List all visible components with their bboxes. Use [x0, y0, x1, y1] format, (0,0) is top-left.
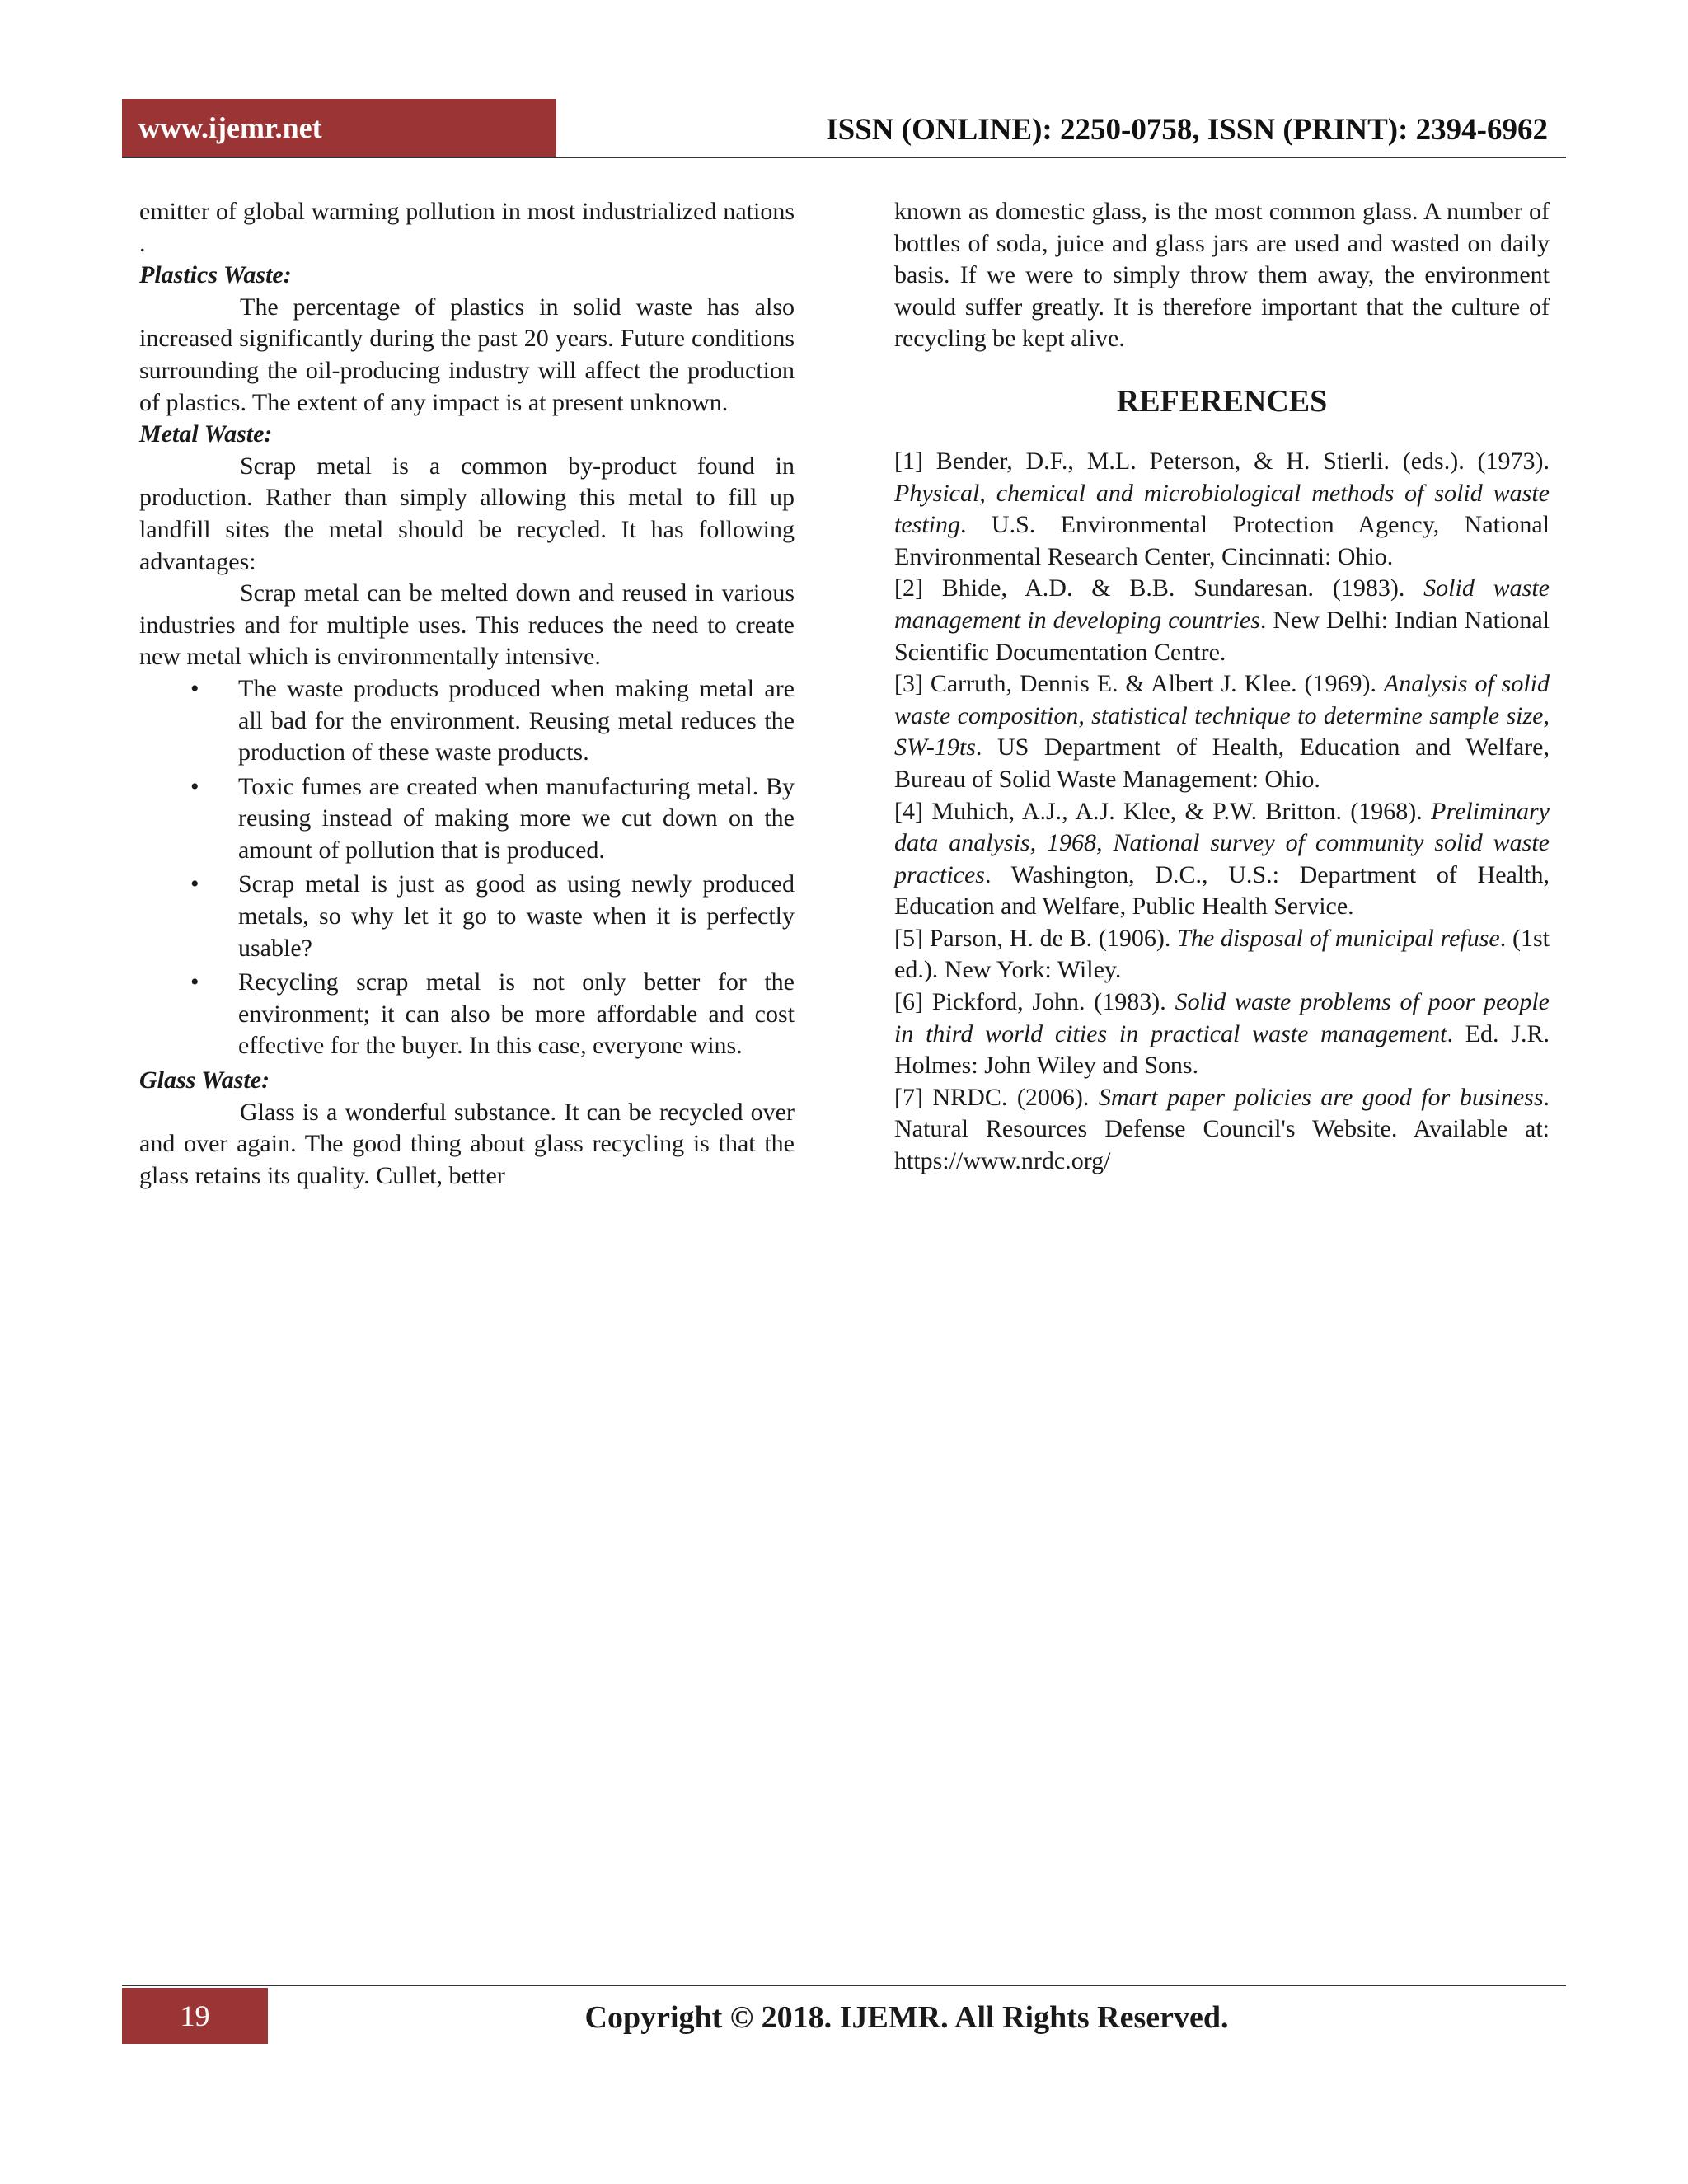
reference-authors: [1] Bender, D.F., M.L. Peterson, & H. Stierli. (eds.). (1973). [894, 447, 1550, 475]
reference-entry [894, 923, 1550, 987]
left-column [139, 196, 795, 1192]
reference-details: . (1st ed.). New York: Wiley. [894, 924, 1550, 984]
right-column [894, 196, 1550, 1178]
reference-entry [894, 668, 1550, 795]
reference-details: . New Delhi: Indian National Scientific Documentation Centre. [894, 606, 1550, 666]
reference-authors: [2] Bhide, A.D. & B.B. Sundaresan. (1983). [894, 574, 1424, 602]
reference-authors: [6] Pickford, John. (1983). [894, 988, 1175, 1016]
metal-paragraph-2: Scrap metal can be melted down and reused in various industries and for multiple uses. This reduces the need to create new metal which is environmentally intensive. [139, 579, 795, 671]
metal-advantages-list [139, 673, 795, 1062]
list-item: • Toxic fumes are created when manufacturing metal. By reusing instead of making more we cut down on the amount of pollution that is produced. [139, 771, 795, 867]
references-heading: REFERENCES [1116, 383, 1328, 419]
reference-authors: [3] Carruth, Dennis E. & Albert J. Klee. (1969). [894, 670, 1384, 698]
glass-heading: Glass Waste: [139, 1066, 270, 1094]
list-item: • Recycling scrap metal is not only better for the environment; it can also be more affordable and cost effective for the buyer. In this case, everyone wins. [139, 967, 795, 1062]
reference-details: . Natural Resources Defense Council's Website. Available at: https://www.nrdc.org/ [894, 1083, 1550, 1175]
issn-line: ISSN (ONLINE): 2250-0758, ISSN (PRINT): 2394-6962 [826, 113, 1548, 147]
glass-paragraph: Glass is a wonderful substance. It can be recycled over and over again. The good thing about glass recycling is that the glass retains its quality. Cullet, better [139, 1098, 795, 1189]
metal-paragraph-1: Scrap metal is a common by-product found in production. Rather than simply allowing this metal to fill up landfill sites the metal should be recycled. It has following advantages: [139, 452, 795, 575]
list-item: • Scrap metal is just as good as using newly produced metals, so why let it go to waste when it is perfectly usable? [139, 869, 795, 964]
reference-entry [894, 446, 1550, 573]
header-divider [122, 157, 1566, 158]
plastics-heading: Plastics Waste: [139, 261, 292, 289]
metal-heading: Metal Waste: [139, 420, 273, 448]
footer-divider [122, 1985, 1566, 1986]
reference-title: Smart paper policies are good for business [1098, 1083, 1544, 1111]
intro-paragraph: emitter of global warming pollution in most industrialized nations . [139, 198, 795, 257]
reference-title: Physical, chemical and microbiological methods of solid waste testing [894, 479, 1550, 539]
reference-title: The disposal of municipal refuse [1177, 924, 1500, 952]
references-list [894, 446, 1550, 1178]
reference-title: Analysis of solid waste composition, statistical technique to determine sample size, SW-19ts [894, 670, 1550, 762]
reference-title: Preliminary data analysis, 1968, National survey of community solid waste practices [894, 797, 1550, 888]
journal-website: www.ijemr.net [122, 99, 556, 157]
reference-entry [894, 1082, 1550, 1178]
reference-authors: [7] NRDC. (2006). [894, 1083, 1099, 1111]
list-item: • The waste products produced when making metal are all bad for the environment. Reusing metal reduces the production of these waste products. [139, 673, 795, 769]
reference-details: . Washington, D.C., U.S.: Department of Health, Education and Welfare, Public Health Service. [894, 860, 1550, 921]
reference-authors: [5] Parson, H. de B. (1906). [894, 924, 1178, 952]
reference-details: . Ed. J.R. Holmes: John Wiley and Sons. [894, 1019, 1550, 1080]
reference-entry [894, 573, 1550, 668]
reference-entry [894, 796, 1550, 923]
plastics-paragraph: The percentage of plastics in solid waste has also increased significantly during the past 20 years. Future conditions surrounding the oil-producing industry will affect the production of plastics. The extent of any impact is at present unknown. [139, 293, 795, 416]
page-number: 19 [122, 1988, 268, 2044]
reference-authors: [4] Muhich, A.J., A.J. Klee, & P.W. Britton. (1968). [894, 797, 1432, 825]
copyright-notice: Copyright © 2018. IJEMR. All Rights Reserved. [584, 2000, 1229, 2035]
reference-title: Solid waste management in developing countries [894, 574, 1550, 634]
reference-title: Solid waste problems of poor people in third world cities in practical waste management [894, 988, 1550, 1047]
reference-details: . U.S. Environmental Protection Agency, National Environmental Research Center, Cincinnati: Ohio. [894, 511, 1550, 570]
reference-entry [894, 987, 1550, 1082]
glass-paragraph-continued: known as domestic glass, is the most common glass. A number of bottles of soda, juice and glass jars are used and wasted on daily basis. If we were to simply throw them away, the environment would suffer greatly. It is therefore important that the culture of recycling be kept alive. [894, 198, 1550, 353]
reference-details: . US Department of Health, Education and Welfare, Bureau of Solid Waste Management: Ohio. [894, 733, 1550, 793]
